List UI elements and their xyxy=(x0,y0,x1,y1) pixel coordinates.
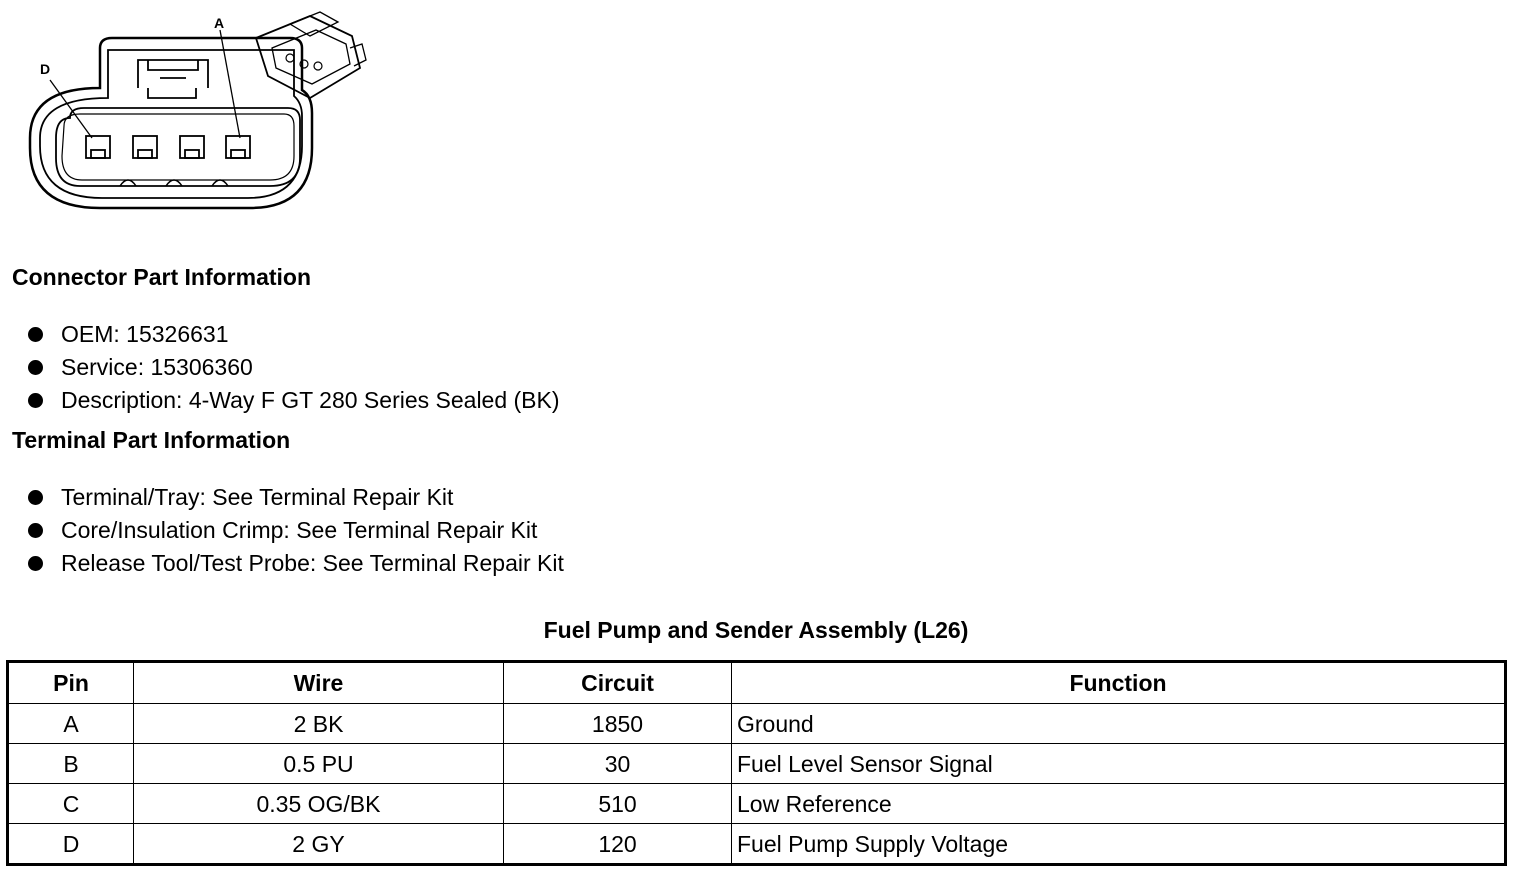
service-part-number: Service: 15306360 xyxy=(61,354,253,380)
connector-part-info-list xyxy=(28,318,560,417)
bullet-icon xyxy=(28,523,43,538)
cell-wire: 0.5 PU xyxy=(134,744,504,784)
bullet-icon xyxy=(28,327,43,342)
bullet-icon xyxy=(28,393,43,408)
table-row xyxy=(8,784,1506,824)
list-item xyxy=(28,384,560,417)
bullet-icon xyxy=(28,556,43,571)
connector-part-info-heading: Connector Part Information xyxy=(12,264,312,290)
cell-circuit: 120 xyxy=(504,824,732,865)
cell-function: Fuel Pump Supply Voltage xyxy=(732,824,1506,865)
pinout-table xyxy=(6,660,1507,866)
cell-function: Fuel Level Sensor Signal xyxy=(732,744,1506,784)
connector-3d-illustration xyxy=(256,12,366,98)
bullet-icon xyxy=(28,490,43,505)
terminal-a xyxy=(226,136,250,158)
connector-diagram xyxy=(20,8,380,218)
cell-pin: D xyxy=(8,824,134,865)
cell-function: Ground xyxy=(732,704,1506,744)
terminal-d xyxy=(86,136,110,158)
terminal-part-info-list xyxy=(28,481,564,580)
table-row xyxy=(8,704,1506,744)
release-tool-info: Release Tool/Test Probe: See Terminal Repair Kit xyxy=(61,550,564,576)
terminal-tray-info: Terminal/Tray: See Terminal Repair Kit xyxy=(61,484,454,510)
bullet-icon xyxy=(28,360,43,375)
header-wire: Wire xyxy=(134,662,504,704)
table-row xyxy=(8,824,1506,865)
list-item xyxy=(28,547,564,580)
oem-part-number: OEM: 15326631 xyxy=(61,321,229,347)
cavity-outline xyxy=(56,108,300,186)
cell-circuit: 510 xyxy=(504,784,732,824)
connector-inner-outline xyxy=(40,50,302,198)
latch xyxy=(138,60,208,98)
connector-outer-outline xyxy=(30,38,312,208)
list-item xyxy=(28,318,560,351)
pin-a-label: A xyxy=(214,15,225,31)
header-function: Function xyxy=(732,662,1506,704)
terminal-part-info-heading: Terminal Part Information xyxy=(12,427,291,453)
terminal-c xyxy=(133,136,157,158)
cell-wire: 2 GY xyxy=(134,824,504,865)
cell-circuit: 30 xyxy=(504,744,732,784)
connector-description: Description: 4-Way F GT 280 Series Sealed (BK) xyxy=(61,387,560,413)
cell-pin: B xyxy=(8,744,134,784)
cell-function: Low Reference xyxy=(732,784,1506,824)
cell-wire: 0.35 OG/BK xyxy=(134,784,504,824)
cell-wire: 2 BK xyxy=(134,704,504,744)
list-item xyxy=(28,514,564,547)
table-title: Fuel Pump and Sender Assembly (L26) xyxy=(543,617,969,643)
header-pin: Pin xyxy=(8,662,134,704)
cell-pin: C xyxy=(8,784,134,824)
cell-circuit: 1850 xyxy=(504,704,732,744)
pin-d-label: D xyxy=(40,61,51,77)
list-item xyxy=(28,351,560,384)
table-row xyxy=(8,744,1506,784)
table-header-row xyxy=(8,662,1506,704)
cell-pin: A xyxy=(8,704,134,744)
pin-a-leader xyxy=(220,30,240,138)
terminal-b xyxy=(180,136,204,158)
list-item xyxy=(28,481,564,514)
crimp-info: Core/Insulation Crimp: See Terminal Repair Kit xyxy=(61,517,538,543)
header-circuit: Circuit xyxy=(504,662,732,704)
